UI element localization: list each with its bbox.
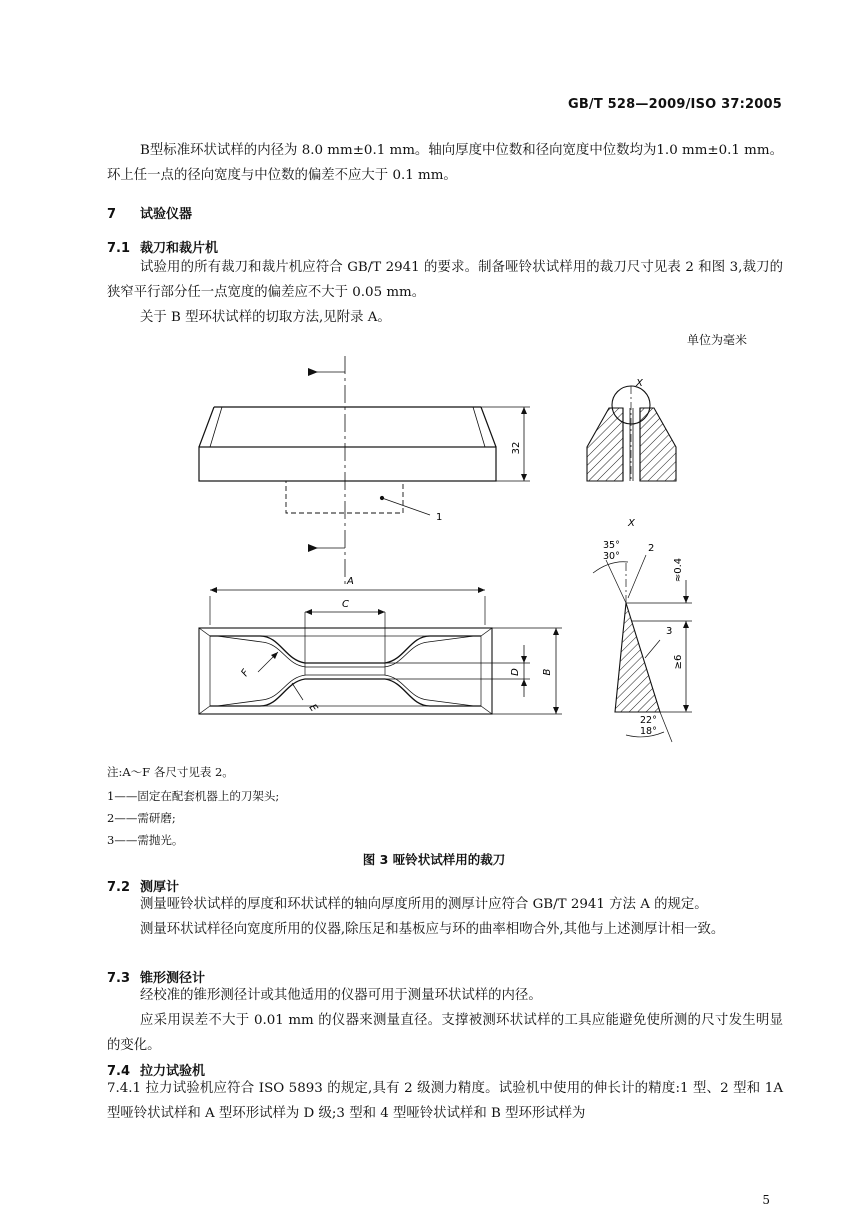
figure-legend-2: 2——需研磨; bbox=[107, 811, 176, 825]
callout-1-label: 1 bbox=[436, 512, 443, 523]
dim-e-label: E bbox=[306, 702, 320, 714]
paragraph-7-3-a: 经校准的锥形测径计或其他适用的仪器可用于测量环状试样的内径。 bbox=[140, 988, 542, 1003]
section-7-1-heading bbox=[107, 237, 218, 256]
angle-30-label: 30° bbox=[603, 551, 620, 562]
section-title: 拉力试验机 bbox=[140, 1064, 206, 1079]
section-title: 锥形测径计 bbox=[140, 971, 206, 986]
dim-6-label: ≥6 bbox=[673, 654, 684, 670]
figure-legend-3: 3——需抛光。 bbox=[107, 833, 184, 847]
dim-32-label: 32 bbox=[511, 441, 522, 455]
callout-3-label: 3 bbox=[666, 626, 673, 637]
figure-note: 注:A～F 各尺寸见表 2。 bbox=[107, 765, 234, 779]
page-number: 5 bbox=[762, 1193, 770, 1207]
cutter-figure bbox=[0, 340, 868, 760]
dim-a-label: A bbox=[347, 576, 354, 587]
cutter-cross-section bbox=[587, 386, 676, 481]
paragraph-7-1-a: 试验用的所有裁刀和裁片机应符合 GB/T 2941 的要求。制备哑铃状试样用的裁刀尺寸见表 2 和图 3,裁刀的狭窄平行部分任一点宽度的偏差应不大于 0.05 mm。 bbox=[107, 260, 783, 300]
standard-number-header: GB/T 528—2009/ISO 37:2005 bbox=[567, 97, 782, 112]
paragraph-7-4-1: 7.4.1 拉力试验机应符合 ISO 5893 的规定,具有 2 级测力精度。试验机中使用的伸长计的精度:1 型、2 型和 1A 型哑铃状试样和 A 型环形试样为 D 级;3 型和 4 型哑铃状试样和 B 型环形试样为 bbox=[107, 1081, 783, 1121]
paragraph-7-2-b: 测量环状试样径向宽度所用的仪器,除压足和基板应与环的曲率相吻合外,其他与上述测厚计相一致。 bbox=[140, 922, 725, 937]
paragraph-7-2-a: 测量哑铃状试样的厚度和环状试样的轴向厚度所用的测厚计应符合 GB/T 2941 方法 A 的规定。 bbox=[140, 897, 708, 912]
section-number: 7.2 bbox=[107, 880, 131, 895]
section-title: 测厚计 bbox=[140, 880, 180, 895]
section-7-heading bbox=[107, 203, 192, 222]
cutter-side-view bbox=[199, 356, 530, 585]
section-title: 裁刀和裁片机 bbox=[140, 241, 219, 256]
dim-f-label: F bbox=[239, 667, 252, 679]
section-number: 7.3 bbox=[107, 971, 131, 986]
dim-04-label: ≈0.4 bbox=[673, 557, 684, 583]
detail-x-title: X bbox=[628, 518, 635, 529]
section-number: 7.1 bbox=[107, 241, 131, 256]
section-title: 试验仪器 bbox=[140, 207, 193, 222]
dim-c-label: C bbox=[342, 599, 349, 610]
figure-legend-1: 1——固定在配套机器上的刀架头; bbox=[107, 789, 280, 803]
dim-d-label: D bbox=[510, 668, 521, 676]
paragraph-ring-b: B型标准环状试样的内径为 8.0 mm±0.1 mm。轴向厚度中位数和径向宽度中位数均为1.0 mm±0.1 mm。环上任一点的径向宽度与中位数的偏差不应大于 0.1 mm。 bbox=[107, 143, 783, 183]
paragraph-7-3-b: 应采用误差不大于 0.01 mm 的仪器来测量直径。支撑被测环状试样的工具应能避免使所测的尺寸发生明显的变化。 bbox=[107, 1013, 783, 1053]
figure-caption: 图 3 哑铃状试样用的裁刀 bbox=[362, 852, 506, 867]
section-number: 7 bbox=[107, 207, 117, 222]
unit-note: 单位为毫米 bbox=[686, 333, 747, 347]
angle-35-label: 35° bbox=[603, 540, 620, 551]
dim-b-label: B bbox=[542, 668, 553, 676]
angle-22-label: 22° bbox=[640, 715, 657, 726]
cutter-plan-view bbox=[199, 587, 562, 714]
angle-18-label: 18° bbox=[640, 726, 657, 737]
callout-2-label: 2 bbox=[648, 543, 655, 554]
paragraph-7-1-b: 关于 B 型环状试样的切取方法,见附录 A。 bbox=[140, 310, 391, 325]
section-number: 7.4 bbox=[107, 1064, 131, 1079]
detail-x-label: X bbox=[636, 378, 643, 389]
